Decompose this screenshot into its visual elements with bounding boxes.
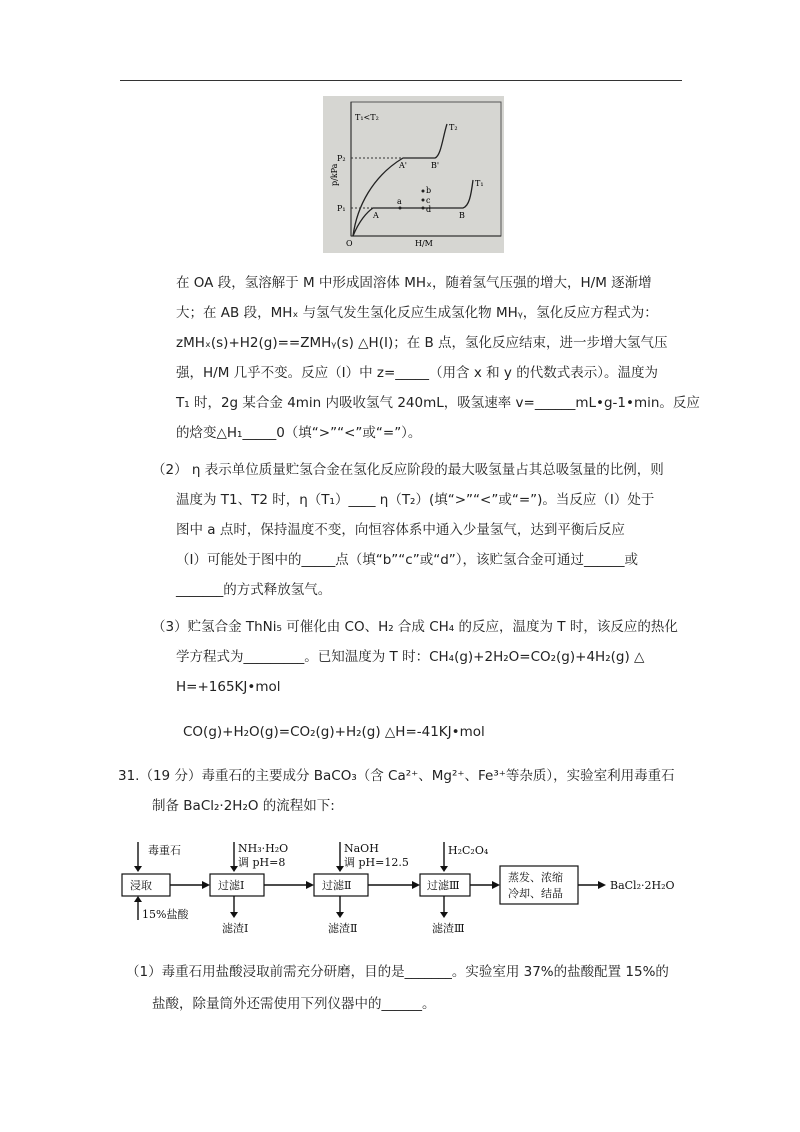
text-line: 大；在 AB 段，MHₓ 与氢气发生氢化反应生成氢化物 MHᵧ，氢化反应方程式为： xyxy=(176,305,658,321)
text-line: T₁ 时，2g 某合金 4min 内吸收氢气 240mL，吸氢速率 v=______mL•g-1•min。反应 xyxy=(176,395,700,411)
svg-text:滤渣Ⅱ: 滤渣Ⅱ xyxy=(328,922,358,935)
question-2-line: _______的方式释放氢气。 xyxy=(176,582,332,598)
svg-text:冷却、结晶: 冷却、结晶 xyxy=(508,887,563,900)
question-2-line: 图中 a 点时，保持温度不变，向恒容体系中通入少量氢气，达到平衡后反应 xyxy=(176,522,625,538)
question-3-line: 学方程式为_________。已知温度为 T 时：CH₄(g)+2H₂O=CO₂(g)+4H₂(g) △ xyxy=(176,649,645,665)
x-axis-label: H/M xyxy=(415,239,433,248)
header-rule xyxy=(120,80,682,81)
text-line: 在 OA 段，氢溶解于 M 中形成固溶体 MHₓ，随着氢气压强的增大，H/M 逐渐增 xyxy=(176,275,652,291)
svg-text:P₂: P₂ xyxy=(337,154,346,163)
y-axis-label: p/kPa xyxy=(330,163,339,186)
question-2-line: （Ⅰ）可能处于图中的_____点（填“b”“c”或“d”），该贮氢合金可通过______或 xyxy=(176,552,639,568)
question-3-line: H=+165KJ•mol xyxy=(176,679,281,695)
svg-text:滤渣Ⅲ: 滤渣Ⅲ xyxy=(432,922,465,935)
question-31-line: 制备 BaCl₂·2H₂O 的流程如下: xyxy=(152,798,335,814)
svg-text:NH₃·H₂O: NH₃·H₂O xyxy=(238,842,289,855)
svg-text:b: b xyxy=(426,186,432,195)
svg-text:T₁: T₁ xyxy=(475,179,484,188)
svg-text:A': A' xyxy=(399,161,407,170)
svg-text:调 pH=12.5: 调 pH=12.5 xyxy=(344,856,409,869)
svg-text:A: A xyxy=(373,211,379,220)
flow-input-label: 毒重石 xyxy=(148,844,181,857)
question-31-1-line: 盐酸，除量筒外还需使用下列仪器中的______。 xyxy=(152,996,436,1012)
flow-step-filter1: 过滤Ⅰ xyxy=(218,879,245,892)
question-31-1-line: （1）毒重石用盐酸浸取前需充分研磨，目的是_______。实验室用 37%的盐酸配置 15%的 xyxy=(126,964,669,980)
svg-text:B: B xyxy=(459,211,465,220)
flow-step-filter2: 过滤Ⅱ xyxy=(322,879,352,892)
svg-text:NaOH: NaOH xyxy=(344,842,379,855)
process-flowchart xyxy=(118,838,718,950)
text-line: 的焓变△H₁_____0（填“>”“<”或“=”）。 xyxy=(176,425,422,441)
question-31-line: 31.（19 分）毒重石的主要成分 BaCO₃（含 Ca²⁺、Mg²⁺、Fe³⁺等杂质），实验室利用毒重石 xyxy=(118,768,675,784)
flow-acid-label: 15%盐酸 xyxy=(142,908,189,921)
svg-text:B': B' xyxy=(431,161,440,170)
svg-text:蒸发、浓缩: 蒸发、浓缩 xyxy=(508,871,563,884)
flow-step-leach: 浸取 xyxy=(130,879,152,892)
pressure-composition-figure xyxy=(323,96,504,253)
svg-text:H₂C₂O₄: H₂C₂O₄ xyxy=(448,844,489,857)
svg-text:调 pH=8: 调 pH=8 xyxy=(238,856,286,869)
question-3-line: （3）贮氢合金 ThNi₅ 可催化由 CO、H₂ 合成 CH₄ 的反应，温度为 T 时，该反应的热化 xyxy=(152,619,678,635)
flow-product: BaCl₂·2H₂O xyxy=(610,879,675,892)
question-3-line: CO(g)+H₂O(g)=CO₂(g)+H₂(g) △H=-41KJ•mol xyxy=(183,724,485,740)
svg-text:a: a xyxy=(397,197,402,206)
question-2-line: （2） η 表示单位质量贮氢合金在氢化反应阶段的最大吸氢量占其总吸氢量的比例，则 xyxy=(152,462,664,478)
svg-text:c: c xyxy=(426,196,431,205)
svg-text:P₁: P₁ xyxy=(337,204,346,213)
flow-step-filter3: 过滤Ⅲ xyxy=(427,879,460,892)
question-2-line: 温度为 T1、T2 时，η（T₁）____ η（T₂）(填“>”“<”或“=”)。当反应（Ⅰ）处于 xyxy=(176,492,655,508)
svg-text:T₂: T₂ xyxy=(449,123,458,132)
text-line: 强，H/M 几乎不变。反应（Ⅰ）中 z=_____（用含 x 和 y 的代数式表示）。温度为 xyxy=(176,365,658,381)
svg-text:O: O xyxy=(346,239,353,248)
svg-text:滤渣Ⅰ: 滤渣Ⅰ xyxy=(222,922,249,935)
text-line: zMHₓ(s)+H2(g)==ZMHᵧ(s) △H(Ⅰ)；在 B 点，氢化反应结束，进一步增大氢气压 xyxy=(176,335,668,351)
condition-label: T₁<T₂ xyxy=(355,113,379,122)
svg-text:d: d xyxy=(426,205,432,214)
